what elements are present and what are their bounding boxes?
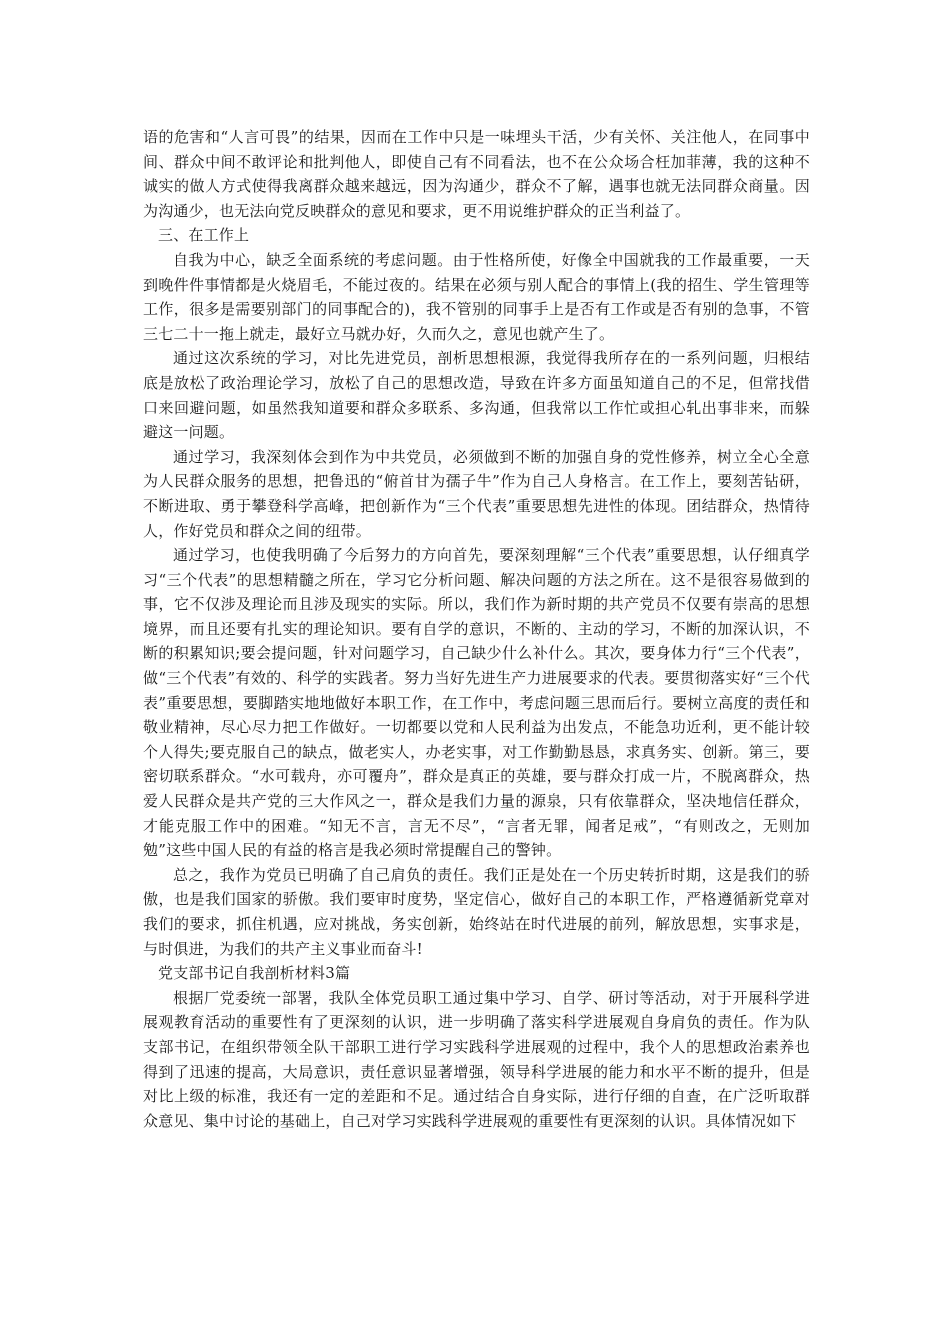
- paragraph-direction: 通过学习，也使我明确了今后努力的方向首先，要深刻理解“三个代表”重要思想，认仔细真学习“三个代表”的思想精髓之所在，学习它分析问题、解决问题的方法之所在。这不是很容易做到的事，它不仅涉及理论而且涉及现实的实际。所以，我们作为新时期的共产党员不仅要有崇高的思想境界，而且还要有扎实的理论知识。要有自学的意识，不断的、主动的学习，不断的加深认识，不断的积累知识;要会提问题，针对问题学习，自己缺少什么补什么。其次，要身体力行“三个代表”，做“三个代表”有效的、科学的实践者。努力当好先进生产力进展要求的代表。要贯彻落实好“三个代表”重要思想，要脚踏实地地做好本职工作，在工作中，考虑问题三思而后行。要树立高度的责任和敬业精神，尽心尽力把工作做好。一切都要以党和人民利益为出发点，不能急功近利，更不能计较个人得失;要克服自己的缺点，做老实人，办老实事，对工作勤勤恳恳，求真务实、创新。第三，要密切联系群众。“水可载舟，亦可覆舟”，群众是真正的英雄，要与群众打成一片，不脱离群众，热爱人民群众是共产党的三大作风之一，群众是我们力量的源泉，只有依靠群众，坚决地信任群众，才能克服工作中的困难。“知无不言，言无不尽”，“言者无罪，闻者足戒”，“有则改之，无则加勉”这些中国人民的有益的格言是我必须时常提醒自己的警钟。: [143, 546, 810, 860]
- document-subtitle: 党支部书记自我剖析材料3篇: [158, 964, 351, 983]
- paragraph-conclusion: 总之，我作为党员已明确了自己肩负的责任。我们正是处在一个历史转折时期，这是我们的骄傲，也是我们国家的骄傲。我们要审时度势，坚定信心，做好自己的本职工作，严格遵循新党章对我们的要求，抓住机遇，应对挑战，务实创新，始终站在时代进展的前列，解放思想，实事求是，与时俱进，为我们的共产主义事业而奋斗!: [143, 865, 810, 958]
- paragraph-continuation: 语的危害和“人言可畏”的结果，因而在工作中只是一味埋头干活，少有关怀、关注他人，在同事中间、群众中间不敢评论和批判他人，即使自己有不同看法，也不在公众场合枉加菲薄，我的这种不诚实的做人方式使得我离群众越来越远，因为沟通少，群众不了解，遇事也就无法同群众商量。因为沟通少，也无法向党反映群众的意见和要求，更不用说维护群众的正当利益了。: [143, 128, 810, 220]
- document-body: [143, 125, 810, 1133]
- section-heading-work: 三、在工作上: [158, 226, 250, 245]
- paragraph-root-cause: 通过这次系统的学习，对比先进党员，剖析思想根源，我觉得我所存在的一系列问题，归根结底是放松了政治理论学习，放松了自己的思想改造，导致在许多方面虽知道自己的不足，但常找借口来回避问题，如虽然我知道要和群众多联系、多沟通，但我常以工作忙或担心轧出事非来，而躲避这一问题。: [143, 349, 810, 442]
- paragraph-self-centered: 自我为中心，缺乏全面系统的考虑问题。由于性格所使，好像全中国就我的工作最重要，一天到晚件件事情都是火烧眉毛，不能过夜的。结果在必须与别人配合的事情上(我的招生、学生管理等工作，很多是需要别部门的同事配合的)，我不管别的同事手上是否有工作或是否有别的急事，不管三七二十一拖上就走，最好立马就办好，久而久之，意见也就产生了。: [143, 250, 810, 343]
- paragraph-party-spirit: 通过学习，我深刻体会到作为中共党员，必须做到不断的加强自身的党性修养，树立全心全意为人民群众服务的思想，把鲁迅的“俯首甘为孺子牛”作为自己人身格言。在工作上，要刻苦钻研，不断进取、勇于攀登科学高峰，把创新作为“三个代表”重要思想先进性的体现。团结群众，热情待人，作好党员和群众之间的纽带。: [143, 447, 810, 540]
- paragraph-introduction: 根据厂党委统一部署，我队全体党员职工通过集中学习、自学、研讨等活动，对于开展科学进展观教育活动的重要性有了更深刻的认识，进一步明确了落实科学进展观自身肩负的责任。作为队支部书记，在组织带领全队干部职工进行学习实践科学进展观的过程中，我个人的思想政治素养也得到了迅速的提高，大局意识，责任意识显著增强，领导科学进展的能力和水平不断的提升，但是对比上级的标准，我还有一定的差距和不足。通过结合自身实际，进行仔细的自查，在广泛听取群众意见、集中讨论的基础上，自己对学习实践科学进展观的重要性有更深刻的认识。具体情况如下: [143, 988, 810, 1130]
